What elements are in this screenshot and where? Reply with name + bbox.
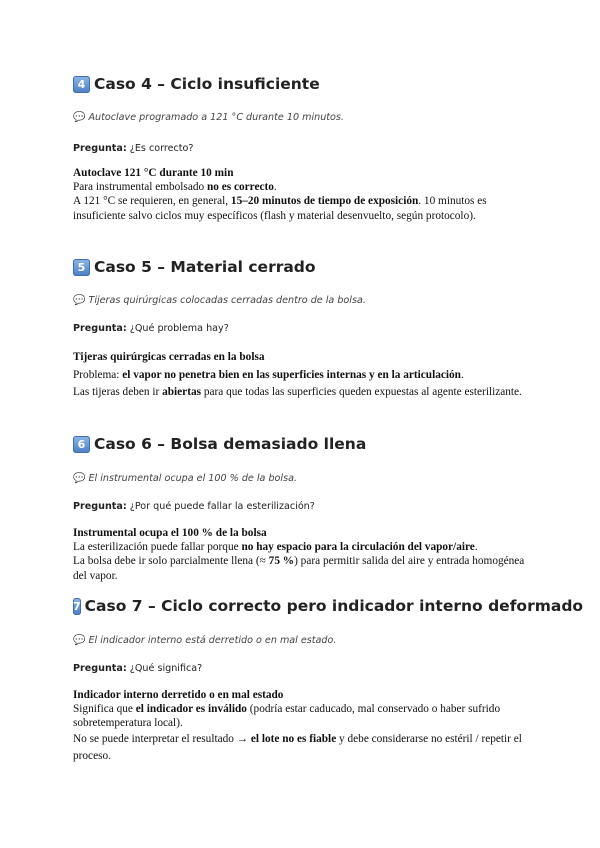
case-6-title: Caso 6 – Bolsa demasiado llena [94, 435, 367, 453]
speech-bubble-icon: 💬 [73, 112, 86, 123]
case-6-heading [73, 433, 543, 455]
case-7-scenario: 💬 El indicador interno está derretido o en mal estado. [73, 635, 337, 646]
case-5-question: Pregunta: ¿Qué problema hay? [73, 323, 229, 334]
case-6-section [73, 433, 543, 582]
case-4-heading [73, 73, 543, 95]
case-5-answer: Tijeras quirúrgicas cerradas en la bolsa Problema: el vapor no penetra bien en las superficies internas y en la articulación. Las tijeras deben ir abiertas para que todas las superficies queden expuestas al agente esterilizante. [73, 351, 522, 398]
keycap-number-icon: 4 [73, 76, 90, 93]
case-6-question: Pregunta: ¿Por qué puede fallar la esterilización? [73, 501, 315, 512]
keycap-number-icon: 5 [73, 259, 90, 276]
case-7-question: Pregunta: ¿Qué significa? [73, 663, 203, 674]
speech-bubble-icon: 💬 [73, 473, 86, 484]
speech-bubble-icon: 💬 [73, 295, 86, 306]
case-7-answer: Indicador interno derretido o en mal estado Significa que el indicador es inválido (podría estar caducado, mal conservado o haber sufrido sobretemperatura local). No se puede interpretar el resultado → el lote no es fiable y debe considerarse no estéril / repetir el proceso. [73, 689, 522, 763]
case-5-title: Caso 5 – Material cerrado [94, 258, 316, 276]
case-7-title: Caso 7 – Ciclo correcto pero indicador interno deformado [84, 597, 584, 615]
case-5-section [73, 256, 543, 398]
case-4-answer: Autoclave 121 °C durante 10 min Para instrumental embolsado no es correcto. A 121 °C se requieren, en general, 15–20 minutos de tiempo de exposición. 10 minutos es insuficiente salvo ciclos muy específicos (flash y material desenvuelto, según protocolo). [73, 167, 487, 222]
keycap-number-icon: 6 [73, 436, 90, 453]
case-5-scenario: 💬 Tijeras quirúrgicas colocadas cerradas dentro de la bolsa. [73, 295, 366, 306]
case-4-scenario: 💬 Autoclave programado a 121 °C durante 10 minutos. [73, 112, 344, 123]
case-4-section [73, 73, 543, 222]
speech-bubble-icon: 💬 [73, 635, 86, 646]
case-5-heading [73, 256, 543, 278]
case-7-section [73, 595, 584, 763]
case-4-question: Pregunta: ¿Es correcto? [73, 143, 194, 154]
case-7-heading [73, 595, 584, 617]
case-4-title: Caso 4 – Ciclo insuficiente [94, 75, 320, 93]
case-6-answer: Instrumental ocupa el 100 % de la bolsa La esterilización puede fallar porque no hay espacio para la circulación del vapor/aire. La bolsa debe ir solo parcialmente llena (≈ 75 %) para permitir salida del aire y entrada homogénea del vapor. [73, 527, 525, 582]
case-6-scenario: 💬 El instrumental ocupa el 100 % de la bolsa. [73, 473, 298, 484]
keycap-number-icon: 7 [73, 599, 81, 613]
